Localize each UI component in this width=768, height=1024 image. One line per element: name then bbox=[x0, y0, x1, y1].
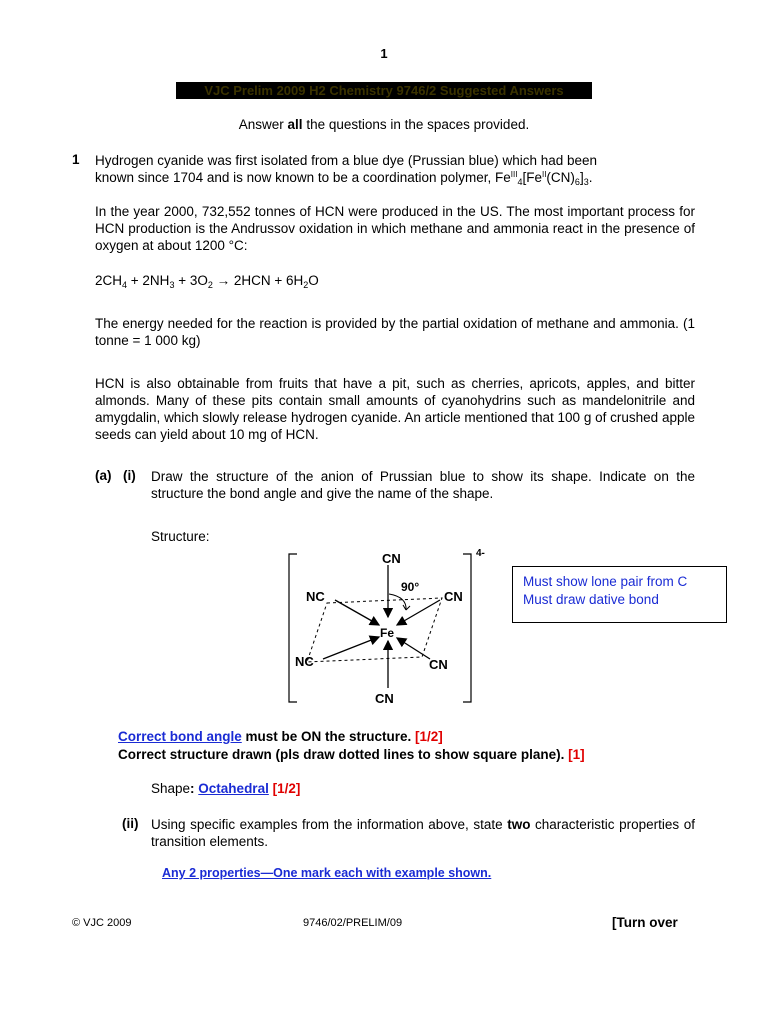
sub6: 6 bbox=[574, 177, 580, 187]
ligand-upper-left: NC bbox=[306, 589, 325, 604]
mark-bond-angle bbox=[118, 729, 443, 744]
instruction-text: Answer bbox=[238, 117, 288, 132]
eq-sub: 3 bbox=[169, 280, 175, 290]
eq-sub: 2 bbox=[207, 280, 213, 290]
question-number: 1 bbox=[72, 152, 80, 167]
bond-nc-bottom bbox=[323, 637, 379, 659]
instruction-text-end: the questions in the spaces provided. bbox=[302, 117, 530, 132]
bond-angle-link: Correct bond angle bbox=[118, 729, 242, 744]
question-intro bbox=[95, 152, 695, 188]
part-a-label: (a) bbox=[95, 468, 112, 483]
eq-part: O bbox=[308, 273, 319, 288]
sub4: 4 bbox=[517, 177, 523, 187]
shape-answer-line bbox=[151, 781, 300, 796]
document-banner: VJC Prelim 2009 H2 Chemistry 9746/2 Suggested Answers bbox=[176, 82, 592, 99]
shape-answer: Octahedral bbox=[198, 781, 269, 796]
q-ii-text-end: characteristic properties of transition elements. bbox=[151, 817, 695, 849]
page-number: 1 bbox=[380, 46, 388, 61]
mark2-score: [1] bbox=[568, 747, 585, 762]
footer-copyright: © VJC 2009 bbox=[72, 917, 132, 929]
eq-sub: 4 bbox=[122, 280, 128, 290]
eq-part: + 2NH bbox=[127, 273, 170, 288]
footer-code: 9746/02/PRELIM/09 bbox=[303, 917, 403, 929]
bond-cn-right bbox=[397, 600, 440, 625]
paragraph-production: In the year 2000, 732,552 tonnes of HCN were produced in the US. The most important process for HCN production is the Andrussov oxidation in which methane and ammonia react in the presence of oxygen at about 1200 °C: bbox=[95, 204, 695, 253]
instruction-line bbox=[0, 117, 768, 132]
bracket-close: ] bbox=[579, 170, 584, 185]
right-bracket bbox=[463, 554, 471, 702]
fe3-superscript: III bbox=[510, 170, 518, 179]
ligand-bottom: CN bbox=[375, 691, 394, 706]
cn-group: (CN) bbox=[546, 170, 575, 185]
answer-a-ii: Any 2 properties—One mark each with example shown. bbox=[162, 866, 492, 880]
q-ii-text: Using specific examples from the information above, state bbox=[151, 817, 508, 832]
structure-label: Structure: bbox=[151, 529, 210, 544]
bracket-open: [Fe bbox=[522, 170, 542, 185]
instruction-emphasis: all bbox=[287, 117, 303, 132]
marking-note-box bbox=[512, 566, 727, 623]
eq-part: + 3O bbox=[174, 273, 208, 288]
intro-line-1: Hydrogen cyanide was first isolated from a blue dye (Prussian blue) which had been bbox=[95, 153, 598, 168]
sub3: 3 bbox=[583, 177, 589, 187]
shape-colon: : bbox=[190, 781, 199, 796]
part-i-label: (i) bbox=[123, 468, 136, 483]
angle-label: 90° bbox=[401, 580, 420, 594]
intro-line-2: known since 1704 and is now known to be a coordination polymer, Fe bbox=[95, 170, 511, 185]
question-a-ii bbox=[151, 816, 695, 850]
eq-part: → 2HCN + 6H bbox=[212, 273, 304, 288]
shape-label: Shape bbox=[151, 781, 191, 796]
square-plane bbox=[307, 598, 442, 662]
paragraph-fruits: HCN is also obtainable from fruits that have a pit, such as cherries, apricots, apples, and bitter almonds. Many of these pits contain small amounts of cyanohydrins such as mandelonitrile and amygdalin, which slowly release hydrogen cyanide. An article mentioned that 100 g of crushed apple seeds can yield about 10 mg of HCN. bbox=[95, 376, 695, 442]
ligand-lower-left: NC bbox=[295, 654, 314, 669]
chemical-equation bbox=[95, 272, 695, 291]
ligand-top: CN bbox=[382, 551, 401, 566]
eq-sub: 2 bbox=[303, 280, 309, 290]
bond-nc-top bbox=[335, 600, 379, 625]
mark1-score: [1/2] bbox=[415, 729, 443, 744]
note-line-1: Must show lone pair from C bbox=[523, 574, 688, 589]
eq-part: 2CH bbox=[95, 273, 123, 288]
octahedral-diagram bbox=[285, 545, 495, 710]
charge-label: 4- bbox=[476, 548, 485, 559]
part-ii-label: (ii) bbox=[122, 816, 139, 831]
footer-turn-over: [Turn over bbox=[612, 915, 678, 930]
mark1-text: must be ON the structure. bbox=[241, 729, 416, 744]
ligand-upper-right: CN bbox=[444, 589, 463, 604]
question-a-i: Draw the structure of the anion of Prussian blue to show its shape. Indicate on the structure the bond angle and give the name of the shape. bbox=[151, 469, 695, 501]
mark-structure bbox=[118, 747, 585, 762]
shape-score: [1/2] bbox=[268, 781, 301, 796]
mark2-text: Correct structure drawn (pls draw dotted lines to show square plane). bbox=[118, 747, 569, 762]
left-bracket bbox=[289, 554, 297, 702]
period: . bbox=[588, 170, 593, 185]
fe2-superscript: II bbox=[541, 170, 547, 179]
ligand-lower-right: CN bbox=[429, 657, 448, 672]
angle-arc bbox=[389, 594, 410, 610]
paragraph-energy: The energy needed for the reaction is provided by the partial oxidation of methane and ammonia. (1 tonne = 1 000 kg) bbox=[95, 316, 695, 348]
note-line-2: Must draw dative bond bbox=[523, 592, 659, 607]
center-atom: Fe bbox=[380, 626, 395, 640]
q-ii-emphasis: two bbox=[507, 817, 531, 832]
